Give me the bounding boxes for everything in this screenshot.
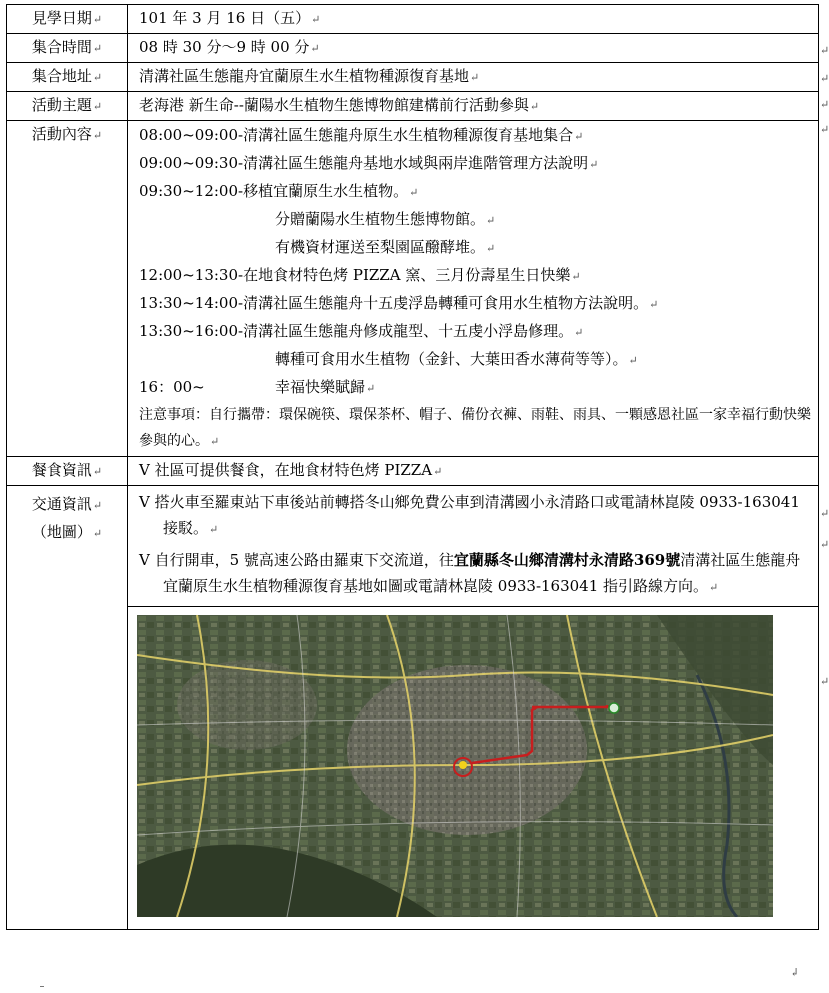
- meet-time-value: 08 時 30 分～9 時 00 分: [139, 38, 310, 56]
- row-end-mark: ↵: [820, 72, 829, 85]
- transport-label: 交通資訊: [31, 495, 92, 513]
- map-cell: [128, 607, 819, 930]
- transport-text: V 搭火車至羅東站下車後站前轉搭冬山鄉免費公車到清溝國小永清路口或電請林崑陵 0933-163041 接駁。: [139, 493, 800, 537]
- cell-end-mark: ↵: [92, 100, 103, 113]
- transport-text: 清溝社區生態龍舟宜蘭原生水生植物種源復育基地如圖或電請林崑陵 0933-163041 指引路線方向。: [163, 551, 801, 595]
- cell-end-mark: ↵: [310, 42, 320, 55]
- meal-value: V 社區可提供餐食，在地食材特色烤 PIZZA: [139, 461, 433, 479]
- transport-line: [139, 489, 814, 543]
- transport-cell: [128, 486, 819, 607]
- label-cell: [7, 457, 128, 486]
- schedule-line: [139, 150, 814, 178]
- schedule-text: 13:30~14:00-清溝社區生態龍舟十五虔浮島轉種可食用水生植物方法說明。: [139, 294, 649, 312]
- image-end-mark: ↲: [790, 966, 800, 979]
- schedule-text: 轉種可食用水生植物（金針、大葉田香水薄荷等等）。: [275, 350, 628, 368]
- cell-end-mark: ↵: [92, 42, 103, 55]
- meet-place-label: 集合地址: [31, 67, 92, 85]
- cell-end-mark: ↵: [92, 71, 103, 84]
- para-mark: ↵: [571, 270, 581, 283]
- label-cell: [7, 63, 128, 92]
- value-cell: [128, 63, 819, 92]
- schedule-text: 分贈蘭陽水生植物生態博物館。: [275, 210, 486, 228]
- para-mark: ↵: [409, 186, 419, 199]
- notice-text: 注意事項：自行攜帶：環保碗筷、環保茶杯、帽子、備份衣褲、雨鞋、雨具、一顆感恩社區一家幸福行動快樂參與的心。: [139, 407, 811, 449]
- schedule-text: 13:30~16:00-清溝社區生態龍舟修成龍型、十五虔小浮島修理。: [139, 322, 574, 340]
- para-mark: ↵: [574, 130, 584, 143]
- row-end-mark: ↵: [820, 44, 829, 57]
- cell-end-mark: ↵: [92, 465, 103, 478]
- activity-info-table: [6, 4, 819, 930]
- cell-end-mark: ↵: [92, 13, 103, 26]
- urban-area: [347, 665, 587, 835]
- value-cell: [128, 34, 819, 63]
- meal-label: 餐食資訊: [31, 461, 92, 479]
- transport-line: [139, 547, 814, 601]
- para-mark: ↵: [589, 158, 599, 171]
- row-transport: [7, 486, 819, 607]
- date-value: 101 年 3 月 16 日（五）: [139, 9, 311, 27]
- transport-label-line: [7, 519, 127, 547]
- row-meal: [7, 457, 819, 486]
- schedule-line: [139, 374, 814, 402]
- map-label: （地圖）: [31, 523, 92, 541]
- schedule-line: [139, 234, 814, 262]
- start-marker-icon: [609, 703, 619, 713]
- cell-end-mark: ↵: [470, 71, 480, 84]
- address-text: 宜蘭縣冬山鄉清溝村永清路369號: [453, 551, 681, 569]
- row-meet-time: [7, 34, 819, 63]
- schedule-text: 12:00~13:30-在地食材特色烤 PIZZA 窯、三月份壽星生日快樂: [139, 266, 571, 284]
- label-cell: [7, 92, 128, 121]
- para-mark: ↵: [92, 499, 103, 512]
- date-label: 見學日期: [31, 9, 92, 27]
- schedule-line: [139, 262, 814, 290]
- para-mark: ↵: [486, 214, 496, 227]
- schedule-text: 幸福快樂賦歸: [275, 378, 366, 396]
- label-cell: [7, 121, 128, 457]
- cell-end-mark: ↵: [92, 129, 103, 142]
- para-mark: ↵: [366, 382, 376, 395]
- schedule-text: 09:30~12:00-移植宜蘭原生水生植物。: [139, 182, 409, 200]
- theme-value: 老海港 新生命--蘭陽水生植物生態博物館建構前行活動參與: [139, 96, 529, 114]
- cell-end-mark: ↵: [529, 100, 540, 113]
- label-cell: [7, 5, 128, 34]
- label-cell: [7, 34, 128, 63]
- theme-label: 活動主題: [31, 96, 92, 114]
- notice-line: [139, 402, 814, 455]
- schedule-text: 有機資材運送至梨園區醱酵堆。: [275, 238, 486, 256]
- row-map: [7, 607, 819, 930]
- schedule-text: 08:00~09:00-清溝社區生態龍舟原生水生植物種源復育基地集合: [139, 126, 574, 144]
- transport-text: V 自行開車，5 號高速公路由羅東下交流道，往: [139, 551, 454, 569]
- label-cell: [7, 486, 128, 930]
- row-date: [7, 5, 819, 34]
- para-mark: ↵: [209, 523, 219, 536]
- para-mark: ↵: [574, 326, 584, 339]
- cell-end-mark: ↵: [92, 527, 103, 540]
- para-mark: ↵: [486, 242, 496, 255]
- para-mark: ↵: [649, 298, 659, 311]
- schedule-line: [139, 206, 814, 234]
- para-mark: ↵: [628, 354, 638, 367]
- cell-end-mark: ↵: [311, 13, 321, 26]
- row-end-mark: ↵: [820, 675, 829, 688]
- value-cell: [128, 92, 819, 121]
- destination-marker: [459, 761, 467, 769]
- row-end-mark: ↵: [820, 123, 829, 136]
- row-theme: [7, 92, 819, 121]
- schedule-cell: [128, 121, 819, 457]
- schedule-line: [139, 346, 814, 374]
- row-end-mark: ↵: [820, 98, 829, 111]
- schedule-line: [139, 122, 814, 150]
- row-meet-place: [7, 63, 819, 92]
- transport-label-line: [7, 491, 127, 519]
- page-corner-mark: [40, 986, 44, 991]
- schedule-line: [139, 290, 814, 318]
- satellite-map-image: [137, 615, 773, 917]
- cell-end-mark: ↵: [709, 581, 719, 594]
- row-end-mark: ↵: [820, 507, 829, 520]
- para-mark: ↵: [210, 435, 220, 448]
- row-content: [7, 121, 819, 457]
- value-cell: [128, 5, 819, 34]
- meet-time-label: 集合時間: [31, 38, 92, 56]
- schedule-text: 09:00~09:30-清溝社區生態龍舟基地水域與兩岸進階管理方法說明: [139, 154, 589, 172]
- schedule-line: [139, 318, 814, 346]
- value-cell: [128, 457, 819, 486]
- schedule-line: [139, 178, 814, 206]
- cell-end-mark: ↵: [433, 465, 443, 478]
- meet-place-value: 清溝社區生態龍舟宜蘭原生水生植物種源復育基地: [139, 67, 470, 85]
- schedule-time: 16：00~: [139, 378, 205, 396]
- row-end-mark: ↵: [820, 538, 829, 551]
- content-label: 活動內容: [31, 125, 92, 143]
